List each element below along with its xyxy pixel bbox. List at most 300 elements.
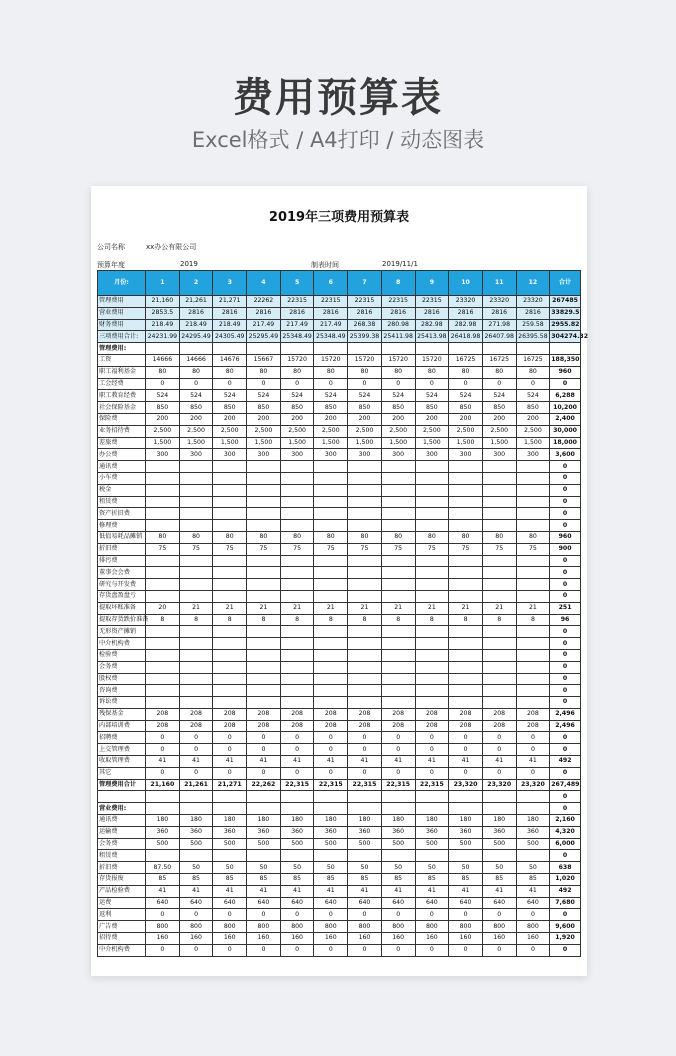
month-cell[interactable] [280,472,314,484]
month-cell[interactable] [516,697,550,709]
month-cell[interactable]: 41 [348,885,382,897]
month-cell[interactable]: 2,500 [415,425,449,437]
row-label[interactable]: 咨询费 [98,685,146,697]
month-cell[interactable]: 25348.49 [280,331,314,343]
month-cell[interactable]: 208 [415,708,449,720]
month-cell[interactable] [213,555,247,567]
month-cell[interactable]: 22,315 [348,779,382,791]
month-cell[interactable] [314,496,348,508]
month-cell[interactable]: 524 [381,390,415,402]
month-cell[interactable]: 80 [280,366,314,378]
month-cell[interactable] [415,496,449,508]
month-cell[interactable] [146,343,180,355]
month-cell[interactable]: 524 [415,390,449,402]
month-cell[interactable] [179,803,213,815]
row-total-cell[interactable]: 0 [550,378,581,390]
month-cell[interactable]: 524 [449,390,483,402]
month-cell[interactable]: 180 [179,815,213,827]
month-cell[interactable]: 0 [280,944,314,956]
month-cell[interactable]: 360 [280,826,314,838]
month-cell[interactable]: 0 [449,732,483,744]
month-cell[interactable]: 208 [179,708,213,720]
row-label[interactable]: 存货盘盈盘亏 [98,590,146,602]
month-cell[interactable]: 2,500 [179,425,213,437]
month-cell[interactable]: 208 [516,708,550,720]
month-cell[interactable] [280,496,314,508]
month-cell[interactable]: 80 [348,366,382,378]
month-cell[interactable]: 41 [516,756,550,768]
row-label[interactable]: 租赁费 [98,850,146,862]
month-cell[interactable]: 50 [381,862,415,874]
month-cell[interactable]: 80 [146,531,180,543]
month-cell[interactable] [314,343,348,355]
row-label[interactable]: 折旧费 [98,862,146,874]
month-cell[interactable]: 41 [213,756,247,768]
month-cell[interactable] [482,508,516,520]
month-cell[interactable]: 85 [381,874,415,886]
row-total-cell[interactable]: 3,600 [550,449,581,461]
month-cell[interactable] [381,685,415,697]
row-label[interactable]: 营业费用 [98,307,146,319]
month-cell[interactable]: 500 [482,838,516,850]
month-cell[interactable] [415,567,449,579]
month-cell[interactable]: 50 [179,862,213,874]
month-cell[interactable] [247,685,281,697]
month-cell[interactable]: 22,315 [314,779,348,791]
month-cell[interactable] [449,567,483,579]
month-cell[interactable] [348,579,382,591]
month-cell[interactable] [449,850,483,862]
month-cell[interactable]: 41 [516,885,550,897]
month-cell[interactable]: 208 [146,708,180,720]
month-cell[interactable]: 23320 [516,296,550,308]
month-cell[interactable]: 41 [381,756,415,768]
month-cell[interactable]: 22315 [314,296,348,308]
row-total-cell[interactable]: 1,020 [550,874,581,886]
month-cell[interactable]: 500 [280,838,314,850]
row-label[interactable]: 财务费用 [98,319,146,331]
row-label[interactable]: 提取坏账准备 [98,602,146,614]
row-label[interactable]: 收取管理费 [98,756,146,768]
month-cell[interactable]: 15720 [314,354,348,366]
row-total-cell[interactable]: 96 [550,614,581,626]
month-cell[interactable]: 0 [381,944,415,956]
row-total-cell[interactable]: 18,000 [550,437,581,449]
month-cell[interactable] [482,673,516,685]
month-cell[interactable]: 75 [314,543,348,555]
month-cell[interactable]: 640 [247,897,281,909]
row-total-cell[interactable]: 492 [550,885,581,897]
month-cell[interactable] [314,673,348,685]
month-cell[interactable]: 300 [280,449,314,461]
month-cell[interactable] [247,803,281,815]
row-total-cell[interactable]: 0 [550,732,581,744]
month-cell[interactable]: 50 [482,862,516,874]
month-cell[interactable] [213,508,247,520]
row-total-cell[interactable]: 304274.32 [550,331,581,343]
month-cell[interactable]: 300 [482,449,516,461]
month-cell[interactable] [415,791,449,803]
row-label[interactable]: 运费 [98,897,146,909]
month-cell[interactable]: 200 [482,413,516,425]
month-cell[interactable]: 85 [280,874,314,886]
month-cell[interactable]: 850 [213,402,247,414]
month-cell[interactable]: 0 [348,744,382,756]
month-cell[interactable]: 1,500 [179,437,213,449]
month-cell[interactable]: 160 [179,933,213,945]
month-cell[interactable]: 0 [381,732,415,744]
month-cell[interactable]: 160 [247,933,281,945]
month-cell[interactable] [482,484,516,496]
month-cell[interactable] [415,555,449,567]
month-cell[interactable] [146,579,180,591]
month-cell[interactable]: 75 [247,543,281,555]
month-cell[interactable] [415,685,449,697]
month-cell[interactable] [348,484,382,496]
month-cell[interactable]: 360 [247,826,281,838]
month-cell[interactable]: 21 [314,602,348,614]
month-cell[interactable]: 0 [314,909,348,921]
month-cell[interactable]: 2,500 [449,425,483,437]
month-cell[interactable]: 80 [179,531,213,543]
month-cell[interactable]: 640 [314,897,348,909]
month-cell[interactable]: 640 [415,897,449,909]
row-label[interactable]: 排污费 [98,555,146,567]
row-total-cell[interactable]: 1,920 [550,933,581,945]
month-cell[interactable] [348,649,382,661]
month-cell[interactable] [348,472,382,484]
month-cell[interactable]: 80 [213,366,247,378]
month-cell[interactable] [247,520,281,532]
month-cell[interactable] [314,567,348,579]
month-cell[interactable] [314,685,348,697]
month-cell[interactable]: 0 [348,378,382,390]
month-cell[interactable]: 160 [314,933,348,945]
month-cell[interactable]: 200 [213,413,247,425]
month-cell[interactable]: 259.58 [516,319,550,331]
month-cell[interactable]: 85 [482,874,516,886]
month-cell[interactable]: 25413.98 [415,331,449,343]
month-cell[interactable]: 0 [348,909,382,921]
month-cell[interactable]: 8 [348,614,382,626]
row-label[interactable]: 诉讼费 [98,697,146,709]
row-label[interactable]: 小车费 [98,472,146,484]
month-cell[interactable] [179,850,213,862]
month-cell[interactable]: 75 [179,543,213,555]
month-cell[interactable] [415,343,449,355]
month-cell[interactable]: 21,271 [213,296,247,308]
row-total-cell[interactable]: 0 [550,484,581,496]
month-cell[interactable]: 41 [247,756,281,768]
month-cell[interactable]: 500 [179,838,213,850]
month-cell[interactable] [179,520,213,532]
month-cell[interactable]: 41 [146,885,180,897]
month-cell[interactable]: 180 [482,815,516,827]
month-cell[interactable] [146,791,180,803]
month-cell[interactable] [314,697,348,709]
month-cell[interactable]: 50 [415,862,449,874]
row-label[interactable]: 返利 [98,909,146,921]
month-cell[interactable] [415,626,449,638]
month-cell[interactable]: 25295.49 [247,331,281,343]
row-label[interactable]: 通讯费 [98,461,146,473]
month-cell[interactable]: 800 [516,921,550,933]
month-cell[interactable]: 360 [314,826,348,838]
month-cell[interactable]: 8 [516,614,550,626]
month-cell[interactable]: 80 [280,531,314,543]
month-cell[interactable]: 0 [247,944,281,956]
month-cell[interactable]: 160 [516,933,550,945]
month-cell[interactable]: 1,500 [449,437,483,449]
month-cell[interactable]: 0 [381,909,415,921]
month-cell[interactable]: 80 [179,366,213,378]
month-cell[interactable] [213,626,247,638]
month-cell[interactable]: 26418.98 [449,331,483,343]
month-cell[interactable]: 500 [314,838,348,850]
month-cell[interactable]: 0 [415,909,449,921]
month-cell[interactable]: 25399.38 [348,331,382,343]
month-cell[interactable] [280,343,314,355]
month-cell[interactable]: 160 [348,933,382,945]
month-cell[interactable]: 2,500 [213,425,247,437]
row-total-cell[interactable]: 0 [550,590,581,602]
month-cell[interactable]: 0 [247,767,281,779]
row-label[interactable]: 修理费 [98,520,146,532]
row-total-cell[interactable]: 0 [550,555,581,567]
month-cell[interactable] [348,626,382,638]
row-label[interactable]: 资产折旧费 [98,508,146,520]
month-cell[interactable] [179,697,213,709]
month-cell[interactable]: 16725 [516,354,550,366]
row-label[interactable]: 通讯费 [98,815,146,827]
month-cell[interactable] [179,567,213,579]
month-cell[interactable]: 41 [415,885,449,897]
month-cell[interactable]: 2,500 [381,425,415,437]
month-cell[interactable]: 8 [381,614,415,626]
month-cell[interactable]: 0 [280,744,314,756]
month-cell[interactable] [516,661,550,673]
month-cell[interactable]: 0 [516,767,550,779]
month-cell[interactable]: 2,500 [516,425,550,437]
month-cell[interactable] [280,567,314,579]
month-cell[interactable] [247,472,281,484]
row-total-cell[interactable]: 0 [550,697,581,709]
month-cell[interactable] [482,520,516,532]
row-total-cell[interactable]: 0 [550,850,581,862]
month-cell[interactable]: 640 [280,897,314,909]
month-cell[interactable]: 0 [213,744,247,756]
month-cell[interactable]: 200 [146,413,180,425]
row-total-cell[interactable]: 0 [550,803,581,815]
month-cell[interactable]: 16725 [482,354,516,366]
month-cell[interactable]: 300 [146,449,180,461]
month-cell[interactable]: 800 [146,921,180,933]
month-cell[interactable] [449,638,483,650]
month-cell[interactable] [280,626,314,638]
month-cell[interactable] [482,579,516,591]
month-cell[interactable] [314,590,348,602]
month-cell[interactable]: 2816 [415,307,449,319]
row-total-cell[interactable]: 900 [550,543,581,555]
month-cell[interactable] [348,850,382,862]
month-cell[interactable]: 217.49 [280,319,314,331]
month-cell[interactable]: 180 [381,815,415,827]
month-cell[interactable]: 85 [516,874,550,886]
row-total-cell[interactable]: 267485 [550,296,581,308]
month-cell[interactable]: 0 [146,909,180,921]
row-label[interactable]: 营业费用: [98,803,146,815]
month-cell[interactable]: 14666 [146,354,180,366]
row-total-cell[interactable]: 0 [550,649,581,661]
month-cell[interactable]: 0 [247,732,281,744]
row-total-cell[interactable]: 30,000 [550,425,581,437]
month-cell[interactable]: 0 [415,944,449,956]
month-cell[interactable] [415,661,449,673]
month-cell[interactable]: 2,500 [314,425,348,437]
month-cell[interactable]: 14676 [213,354,247,366]
month-cell[interactable] [247,461,281,473]
month-cell[interactable] [146,472,180,484]
month-cell[interactable] [146,520,180,532]
month-cell[interactable]: 41 [482,885,516,897]
month-cell[interactable]: 208 [381,720,415,732]
month-cell[interactable]: 80 [381,531,415,543]
month-cell[interactable]: 208 [516,720,550,732]
month-cell[interactable]: 360 [348,826,382,838]
month-cell[interactable]: 0 [415,378,449,390]
month-cell[interactable]: 0 [516,944,550,956]
month-cell[interactable] [213,791,247,803]
month-cell[interactable]: 850 [516,402,550,414]
month-cell[interactable] [280,685,314,697]
month-cell[interactable]: 80 [449,531,483,543]
month-cell[interactable]: 1,500 [314,437,348,449]
month-cell[interactable] [381,791,415,803]
month-cell[interactable]: 850 [449,402,483,414]
month-cell[interactable]: 300 [247,449,281,461]
month-cell[interactable]: 0 [381,378,415,390]
row-total-cell[interactable]: 33829.5 [550,307,581,319]
month-cell[interactable] [247,697,281,709]
month-cell[interactable] [247,484,281,496]
month-cell[interactable] [213,850,247,862]
row-total-cell[interactable]: 960 [550,531,581,543]
month-cell[interactable]: 208 [449,720,483,732]
month-cell[interactable] [213,590,247,602]
month-cell[interactable]: 23,320 [482,779,516,791]
month-cell[interactable] [381,343,415,355]
row-label[interactable]: 折旧费 [98,543,146,555]
month-cell[interactable]: 80 [516,366,550,378]
month-cell[interactable] [449,520,483,532]
month-cell[interactable]: 360 [449,826,483,838]
month-cell[interactable] [516,685,550,697]
month-cell[interactable]: 75 [449,543,483,555]
month-cell[interactable]: 500 [516,838,550,850]
month-cell[interactable] [314,649,348,661]
month-cell[interactable]: 21,160 [146,779,180,791]
month-cell[interactable] [381,673,415,685]
month-cell[interactable] [314,791,348,803]
month-cell[interactable]: 50 [314,862,348,874]
month-cell[interactable]: 0 [449,909,483,921]
month-cell[interactable] [415,579,449,591]
month-cell[interactable] [247,673,281,685]
month-cell[interactable]: 208 [280,720,314,732]
month-cell[interactable] [146,484,180,496]
month-cell[interactable]: 21 [348,602,382,614]
month-cell[interactable] [482,850,516,862]
month-cell[interactable] [247,579,281,591]
month-cell[interactable] [314,579,348,591]
month-cell[interactable] [179,638,213,650]
month-cell[interactable] [280,520,314,532]
month-cell[interactable] [482,472,516,484]
month-cell[interactable] [482,567,516,579]
month-cell[interactable]: 850 [348,402,382,414]
month-cell[interactable] [482,496,516,508]
month-cell[interactable] [381,555,415,567]
month-cell[interactable]: 41 [449,756,483,768]
month-cell[interactable]: 85 [449,874,483,886]
month-cell[interactable]: 50 [213,862,247,874]
month-cell[interactable] [482,626,516,638]
month-cell[interactable]: 300 [213,449,247,461]
month-cell[interactable] [516,590,550,602]
month-cell[interactable]: 75 [146,543,180,555]
month-cell[interactable]: 85 [415,874,449,886]
month-cell[interactable]: 850 [179,402,213,414]
row-total-cell[interactable]: 0 [550,520,581,532]
row-label[interactable]: 招聘费 [98,732,146,744]
month-cell[interactable]: 15720 [348,354,382,366]
month-cell[interactable]: 75 [516,543,550,555]
month-cell[interactable]: 85 [314,874,348,886]
month-cell[interactable]: 0 [146,767,180,779]
month-cell[interactable] [516,484,550,496]
month-cell[interactable]: 8 [449,614,483,626]
month-cell[interactable]: 180 [415,815,449,827]
row-total-cell[interactable]: 6,288 [550,390,581,402]
month-cell[interactable]: 2816 [179,307,213,319]
month-cell[interactable]: 200 [280,413,314,425]
month-cell[interactable]: 0 [482,732,516,744]
row-label[interactable]: 三项费用合计: [98,331,146,343]
row-total-cell[interactable]: 6,000 [550,838,581,850]
month-cell[interactable]: 640 [146,897,180,909]
month-cell[interactable]: 300 [449,449,483,461]
row-label[interactable]: 产品检验费 [98,885,146,897]
month-cell[interactable] [449,461,483,473]
month-cell[interactable]: 75 [348,543,382,555]
month-cell[interactable]: 640 [213,897,247,909]
month-cell[interactable]: 41 [179,885,213,897]
month-cell[interactable] [348,496,382,508]
month-cell[interactable] [381,567,415,579]
month-cell[interactable] [415,484,449,496]
month-cell[interactable]: 160 [449,933,483,945]
month-cell[interactable] [146,626,180,638]
row-total-cell[interactable]: 188,350 [550,354,581,366]
month-cell[interactable]: 80 [314,366,348,378]
month-cell[interactable]: 160 [280,933,314,945]
month-cell[interactable]: 640 [348,897,382,909]
month-cell[interactable]: 200 [179,413,213,425]
month-cell[interactable]: 300 [381,449,415,461]
row-label[interactable]: 内部培训费 [98,720,146,732]
row-label[interactable]: 职工福利基金 [98,366,146,378]
month-cell[interactable]: 21,160 [146,296,180,308]
